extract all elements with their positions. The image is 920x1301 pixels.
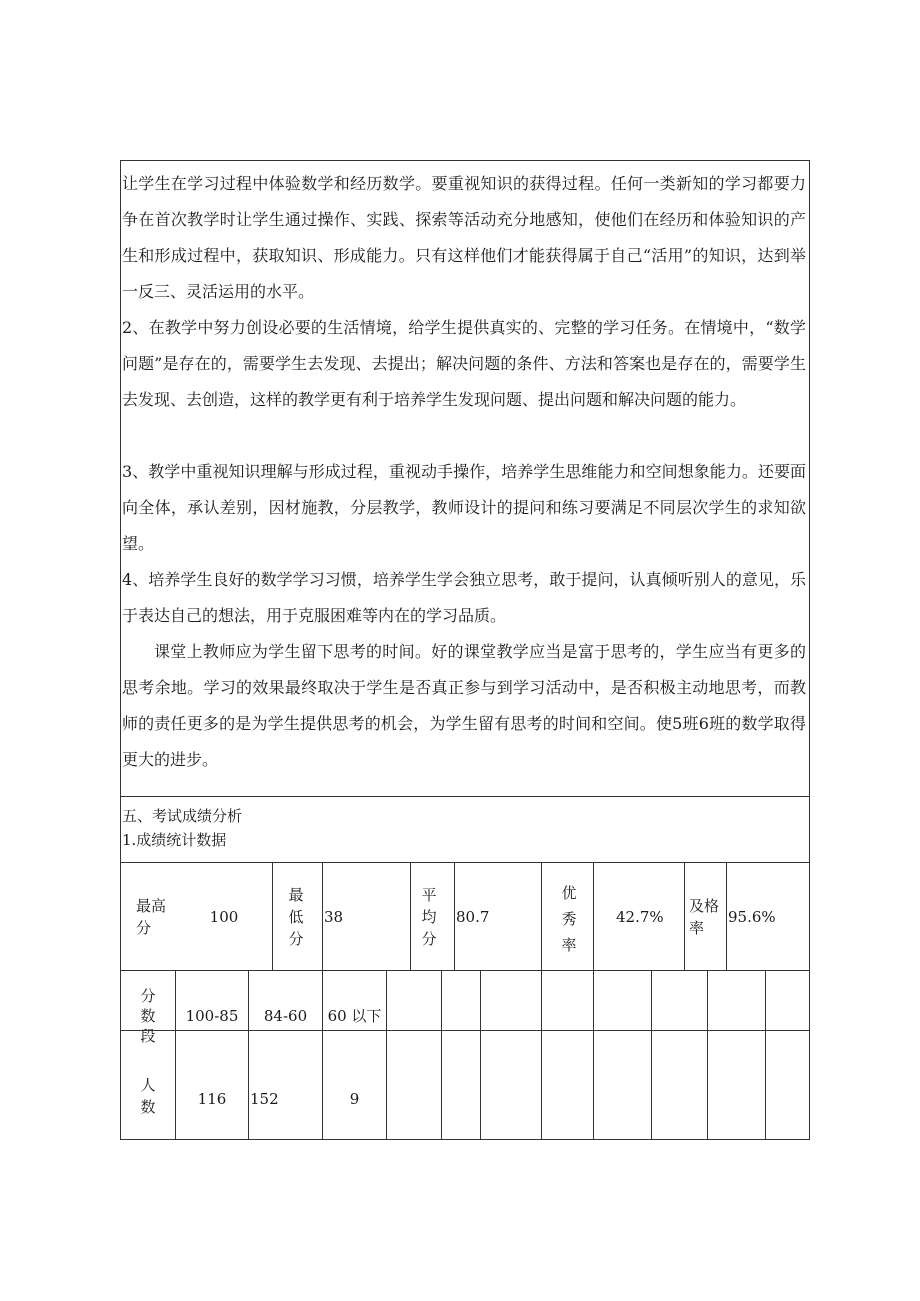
count-band-1: 116 bbox=[197, 1090, 227, 1108]
avg-score-label: 平均分 bbox=[421, 886, 437, 948]
column-divider bbox=[322, 970, 323, 1140]
section-subtitle: 1.成绩统计数据 bbox=[122, 831, 227, 849]
column-divider bbox=[248, 970, 249, 1140]
paragraph-point-4: 4、培养学生良好的数学学习习惯，培养学生学会独立思考，敢于提问，认真倾听别人的意见，乐于表达自己的想法，用于克服困难等内在的学习品质。 bbox=[122, 570, 806, 625]
column-divider bbox=[707, 970, 708, 1140]
column-divider bbox=[441, 970, 442, 1140]
column-divider bbox=[541, 970, 542, 1140]
count-band-2: 152 bbox=[250, 1090, 279, 1108]
student-count-label: 人数 bbox=[140, 1076, 156, 1116]
min-score-value: 38 bbox=[324, 908, 344, 926]
paragraph-point-2: 2、在教学中努力创设必要的生活情境，给学生提供真实的、完整的学习任务。在情境中，“数学问题”是存在的，需要学生去发现、去提出；解决问题的条件、方法和答案也是存在的，需要学生去发现、去创造，这样的教学更有利于培养学生发现问题、提出问题和解决问题的能力。 bbox=[122, 318, 806, 409]
column-divider bbox=[175, 970, 176, 1140]
pass-rate-value: 95.6% bbox=[728, 908, 776, 926]
max-score-value: 100 bbox=[209, 908, 239, 926]
column-divider bbox=[765, 970, 766, 1140]
excellent-rate-value: 42.7% bbox=[616, 908, 664, 926]
column-divider bbox=[726, 863, 727, 970]
section-heading-cell bbox=[120, 797, 810, 863]
column-divider bbox=[593, 970, 594, 1140]
column-divider bbox=[322, 863, 323, 970]
paragraph-intro: 让学生在学习过程中体验数学和经历数学。要重视知识的获得过程。任何一类新知的学习都要力争在首次教学时让学生通过操作、实践、探索等活动充分地感知，使他们在经历和体验知识的产生和形成过程中，获取知识、形成能力。只有这样他们才能获得属于自己“活用”的知识，达到举一反三、灵活运用的水平。 bbox=[122, 174, 806, 301]
column-divider bbox=[386, 970, 387, 1140]
avg-score-value: 80.7 bbox=[456, 908, 490, 926]
excellent-rate-label: 优秀率 bbox=[561, 884, 577, 954]
band-range-1: 100-85 bbox=[185, 1007, 239, 1025]
max-score-label: 最高分 bbox=[136, 897, 167, 937]
score-band-label: 分数段 bbox=[140, 987, 156, 1045]
column-divider bbox=[454, 863, 455, 970]
column-divider bbox=[593, 863, 594, 970]
band-range-2: 84-60 bbox=[263, 1007, 308, 1025]
column-divider bbox=[541, 863, 542, 970]
column-divider bbox=[272, 863, 273, 970]
band-range-3: 60 以下 bbox=[327, 1007, 382, 1025]
pass-rate-label: 及格率 bbox=[689, 897, 720, 937]
column-divider bbox=[410, 863, 411, 970]
paragraph-classroom: 课堂上教师应为学生留下思考的时间。好的课堂教学应当是富于思考的，学生应当有更多的思考余地。学习的效果最终取决于学生是否真正参与到学习活动中，是否积极主动地思考，而教师的责任更多的是为学生提供思考的机会，为学生留有思考的时间和空间。使5班6班的数学取得更大的进步。 bbox=[122, 642, 806, 769]
column-divider bbox=[480, 970, 481, 1140]
summary-text-cell bbox=[120, 160, 810, 797]
column-divider bbox=[651, 970, 652, 1140]
min-score-label: 最低分 bbox=[288, 886, 304, 948]
column-divider bbox=[684, 863, 685, 970]
count-band-3: 9 bbox=[349, 1090, 360, 1108]
section-title: 五、考试成绩分析 bbox=[122, 807, 243, 825]
paragraph-point-3: 3、教学中重视知识理解与形成过程，重视动手操作，培养学生思维能力和空间想象能力。还要面向全体，承认差别，因材施教，分层教学，教师设计的提问和练习要满足不同层次学生的求知欲望。 bbox=[122, 462, 806, 553]
